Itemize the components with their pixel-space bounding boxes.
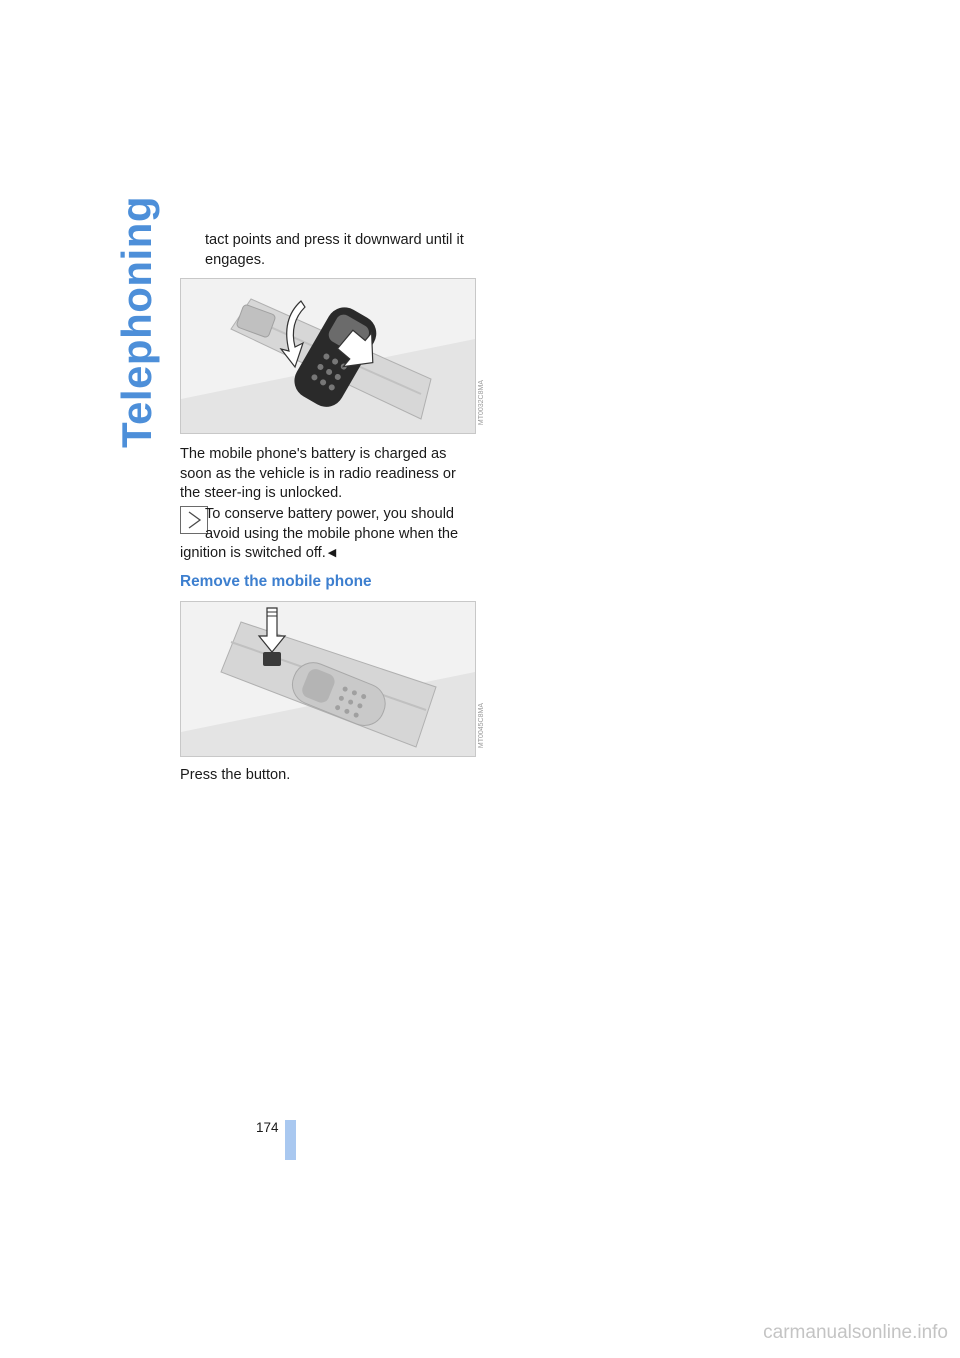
charging-paragraph: The mobile phone's battery is charged as soon as the vehicle is in radio readiness or the steer-ing is unlocked. [180,446,456,501]
insert-phone-figure [180,278,476,434]
note-line-1: To conserve battery power, you should [205,506,455,522]
intro-line-1: tact points and press it downward until it [205,232,464,248]
footer-watermark: carmanualsonline.info [763,1322,948,1343]
note-paragraph [180,505,480,564]
note-line-3: ignition is switched off. [180,545,326,561]
intro-line-2: engages. [205,251,266,268]
remove-phone-illustration [181,602,475,756]
figure-code: MT0045C8MA [478,703,485,749]
intro-continued-paragraph [205,231,485,270]
page-number: 174 [256,1120,279,1135]
end-of-note-icon: ◀ [327,547,337,559]
section-title-vertical [112,195,162,449]
remove-phone-figure [180,601,476,757]
insert-phone-illustration [181,279,475,433]
section-title: Telephoning [113,195,160,449]
remove-phone-heading: Remove the mobile phone [180,573,372,590]
page-marker-bar [285,1120,296,1160]
note-line-2: avoid using the mobile phone when the [205,525,459,542]
figure-code: MT0032C8MA [478,380,485,426]
press-button-paragraph: Press the button. [180,767,291,783]
